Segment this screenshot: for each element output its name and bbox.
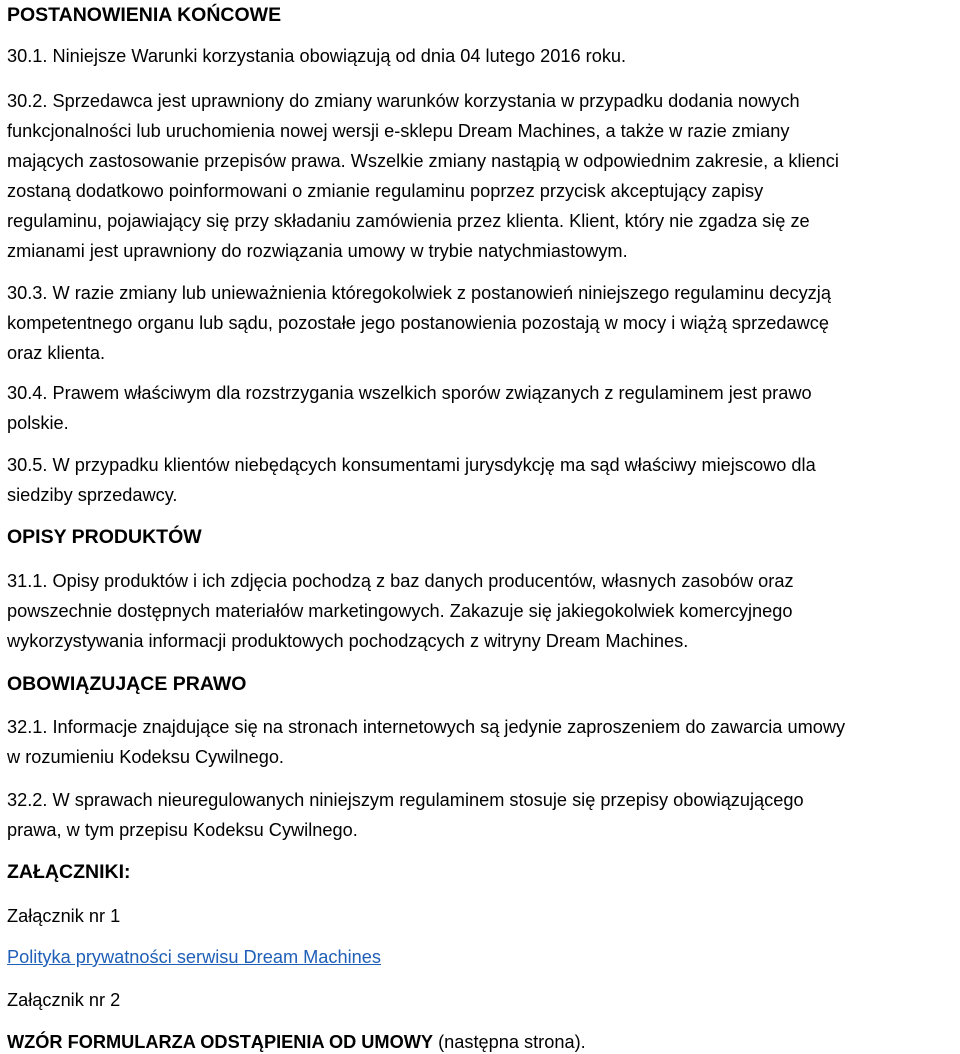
paragraph-30-3-line: 30.3. W razie zmiany lub unieważnienia któregokolwiek z postanowień niniejszego regulaminu decyzją [7,283,831,303]
paragraph-30-5-line: siedziby sprzedawcy. [7,485,178,505]
heading-final-provisions: POSTANOWIENIA KOŃCOWE [7,4,282,26]
paragraph-30-2-line: mających zastosowanie przepisów prawa. Wszelkie zmiany nastąpią w odpowiednim zakresie, a klienci [7,151,839,171]
paragraph-30-2-line: funkcjonalności lub uruchomienia nowej wersji e-sklepu Dream Machines, a także w razie zmiany [7,121,790,141]
privacy-policy-link[interactable]: Polityka prywatności serwisu Dream Machines [7,947,381,967]
heading-attachments: ZAŁĄCZNIKI: [7,861,131,883]
paragraph-32-1-line: 32.1. Informacje znajdujące się na stronach internetowych są jedynie zaproszeniem do zawarcia umowy [7,717,846,737]
paragraph-30-2-line: regulaminu, pojawiający się przy składaniu zamówienia przez klienta. Klient, który nie zgadza się ze [7,211,810,231]
attachment-1-label: Załącznik nr 1 [7,906,121,926]
paragraph-30-3-line: oraz klienta. [7,343,106,363]
paragraph-32-2-line: 32.2. W sprawach nieuregulowanych niniejszym regulaminem stosuje się przepisy obowiązującego [7,790,804,810]
withdrawal-form-note: (następna strona). [433,1032,586,1052]
heading-product-descriptions: OPISY PRODUKTÓW [7,526,202,548]
withdrawal-form-title: WZÓR FORMULARZA ODSTĄPIENIA OD UMOWY [7,1032,434,1052]
paragraph-31-1-line: 31.1. Opisy produktów i ich zdjęcia pochodzą z baz danych producentów, własnych zasobów oraz [7,571,794,591]
paragraph-32-1-line: w rozumieniu Kodeksu Cywilnego. [7,747,284,767]
attachment-1-line [7,946,381,968]
paragraph-32-2-line: prawa, w tym przepisu Kodeksu Cywilnego. [7,820,358,840]
heading-applicable-law: OBOWIĄZUJĄCE PRAWO [7,673,247,695]
paragraph-31-1-line: powszechnie dostępnych materiałów marketingowych. Zakazuje się jakiegokolwiek komercyjnego [7,601,793,621]
paragraph-30-3-line: kompetentnego organu lub sądu, pozostałe jego postanowienia pozostają w mocy i wiążą sprzedawcę [7,313,829,333]
attachment-2-label: Załącznik nr 2 [7,990,121,1010]
paragraph-30-2-line: zostaną dodatkowo poinformowani o zmianie regulaminu poprzez przycisk akceptujący zapisy [7,181,764,201]
paragraph-30-1-line: 30.1. Niniejsze Warunki korzystania obowiązują od dnia 04 lutego 2016 roku. [7,46,627,66]
paragraph-30-2-line: 30.2. Sprzedawca jest uprawniony do zmiany warunków korzystania w przypadku dodania nowych [7,91,800,111]
attachment-2-line [7,1031,586,1053]
paragraph-30-4-line: 30.4. Prawem właściwym dla rozstrzygania wszelkich sporów związanych z regulaminem jest prawo [7,383,812,403]
paragraph-30-2-line: zmianami jest uprawniony do rozwiązania umowy w trybie natychmiastowym. [7,241,628,261]
paragraph-31-1-line: wykorzystywania informacji produktowych pochodzących z witryny Dream Machines. [7,631,689,651]
paragraph-30-5-line: 30.5. W przypadku klientów niebędących konsumentami jurysdykcję ma sąd właściwy miejscowo dla [7,455,816,475]
paragraph-30-4-line: polskie. [7,413,69,433]
